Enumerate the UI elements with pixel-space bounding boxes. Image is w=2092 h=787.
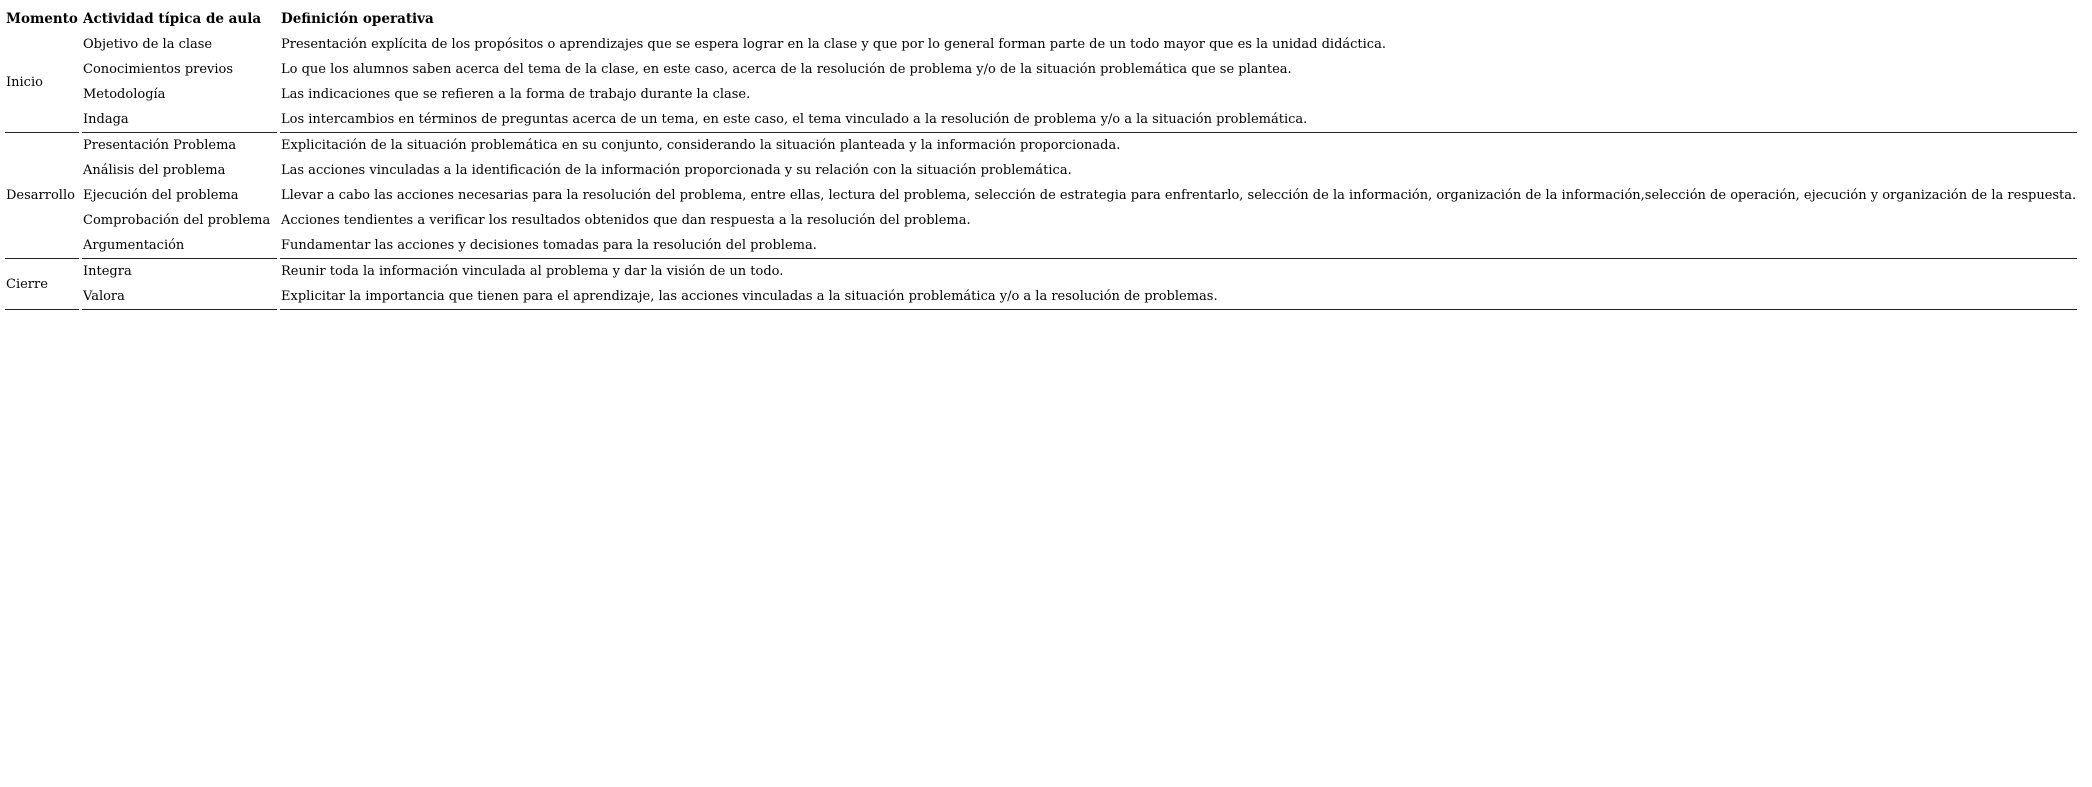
header-row	[5, 7, 2077, 32]
actividad-cell: Análisis del problema	[83, 163, 226, 178]
momento-cell: Desarrollo	[5, 133, 79, 259]
momento-cell: Inicio	[5, 32, 79, 133]
actividad-cell: Integra	[83, 264, 132, 279]
actividad-cell: Metodología	[83, 87, 166, 102]
definicion-cell: Lo que los alumnos saben acerca del tema de la clase, en este caso, acerca de la resolución de problema y/o de la situación problemática que se plantea.	[281, 62, 1292, 77]
header-momento: Momento	[6, 11, 78, 27]
momento-cell: Cierre	[5, 259, 79, 310]
group-inicio	[5, 32, 2077, 133]
actividad-cell: Indaga	[82, 107, 277, 133]
actividad-cell: Conocimientos previos	[83, 62, 234, 77]
definicion-cell: Acciones tendientes a verificar los resultados obtenidos que dan respuesta a la resolución del problema.	[281, 213, 971, 228]
table-row	[5, 158, 2077, 183]
actividad-cell: Argumentación	[82, 233, 277, 259]
header-definicion: Definición operativa	[281, 11, 434, 27]
actividad-cell: Objetivo de la clase	[83, 37, 213, 52]
actividad-cell: Ejecución del problema	[83, 188, 239, 203]
document-page	[5, 7, 2086, 310]
activities-table	[2, 7, 2080, 310]
table-row	[5, 32, 2077, 57]
actividad-cell: Presentación Problema	[83, 138, 237, 153]
definicion-cell: Presentación explícita de los propósitos o aprendizajes que se espera lograr en la clase y que por lo general forman parte de un todo mayor que es la unidad didáctica.	[281, 37, 1386, 52]
definicion-cell: Las acciones vinculadas a la identificación de la información proporcionada y su relación con la situación problemática.	[281, 163, 1072, 178]
table-row	[5, 208, 2077, 233]
definicion-cell: Los intercambios en términos de preguntas acerca de un tema, en este caso, el tema vinculado a la resolución de problema y/o a la situación problemática.	[280, 107, 2077, 133]
table-row	[5, 259, 2077, 284]
table-row	[5, 57, 2077, 82]
table-row	[5, 82, 2077, 107]
header-actividad: Actividad típica de aula	[83, 11, 262, 27]
table-row	[5, 133, 2077, 158]
definicion-cell: Explicitación de la situación problemática en su conjunto, considerando la situación planteada y la información proporcionada.	[281, 138, 1121, 153]
table-row	[5, 284, 2077, 310]
actividad-cell: Comprobación del problema	[83, 213, 271, 228]
table-row	[5, 233, 2077, 259]
definicion-cell: Explicitar la importancia que tienen para el aprendizaje, las acciones vinculadas a la situación problemática y/o a la resolución de problemas.	[280, 284, 2077, 310]
definicion-cell: Llevar a cabo las acciones necesarias para la resolución del problema, entre ellas, lectura del problema, selección de estrategia para enfrentarlo, selección de la información, organización de la información,selección de operación, ejecución y organización de la respuesta.	[281, 188, 2077, 203]
actividad-cell: Valora	[82, 284, 277, 310]
group-desarrollo	[5, 133, 2077, 259]
definicion-cell: Las indicaciones que se refieren a la forma de trabajo durante la clase.	[281, 87, 751, 102]
table-row	[5, 107, 2077, 133]
group-cierre	[5, 259, 2077, 310]
table-row	[5, 183, 2077, 208]
definicion-cell: Fundamentar las acciones y decisiones tomadas para la resolución del problema.	[280, 233, 2077, 259]
definicion-cell: Reunir toda la información vinculada al problema y dar la visión de un todo.	[281, 264, 784, 279]
